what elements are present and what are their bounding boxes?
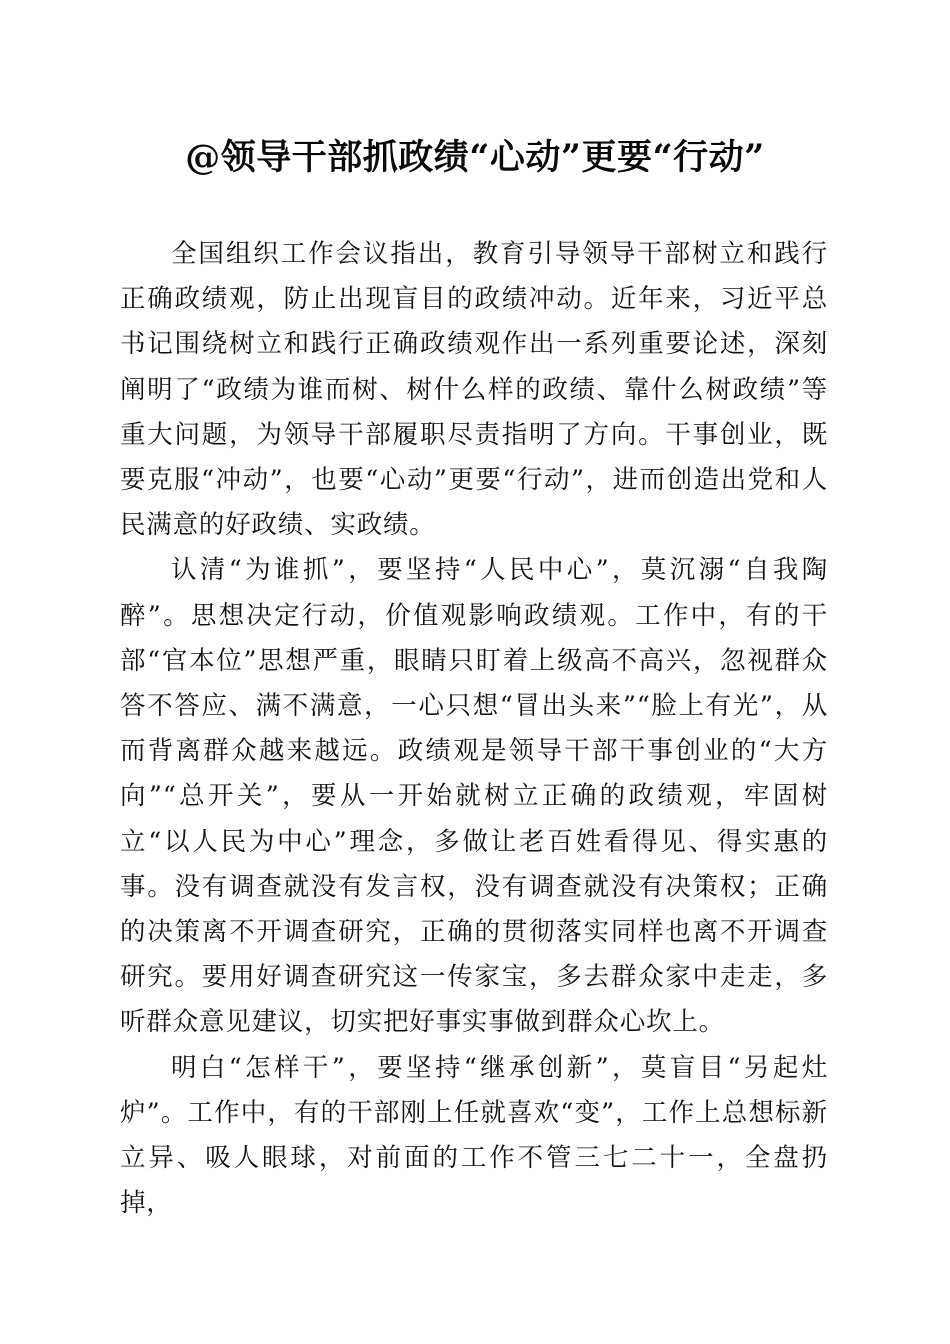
paragraph-3: 明白“怎样干”，要坚持“继承创新”，莫盲目“另起灶炉”。工作中，有的干部刚上任就喜欢“变”，工作上总想标新立异、吸人眼球，对前面的工作不管三七二十一，全盘扔掉， (120, 1052, 828, 1219)
document-title: @领导干部抓政绩“心动”更要“行动” (185, 137, 765, 178)
document-body (120, 232, 828, 1226)
paragraph-2: 认清“为谁抓”，要坚持“人民中心”，莫沉溺“自我陶醉”。思想决定行动，价值观影响政绩观。工作中，有的干部“官本位”思想严重，眼睛只盯着上级高不高兴，忽视群众答不答应、满不满意，一心只想“冒出头来”“脸上有光”，从而背离群众越来越远。政绩观是领导干部干事创业的“大方向”“总开关”，要从一开始就树立正确的政绩观，牢固树立“以人民为中心”理念，多做让老百姓看得见、得实惠的事。没有调查就没有发言权，没有调查就没有决策权；正确的决策离不开调查研究，正确的贯彻落实同样也离不开调查研究。要用好调查研究这一传家宝，多去群众家中走走，多听群众意见建议，切实把好事实事做到群众心坎上。 (120, 555, 828, 1038)
paragraph-1: 全国组织工作会议指出，教育引导领导干部树立和践行正确政绩观，防止出现盲目的政绩冲动。近年来，习近平总书记围绕树立和践行正确政绩观作出一系列重要论述，深刻阐明了“政绩为谁而树、树什么样的政绩、靠什么树政绩”等重大问题，为领导干部履职尽责指明了方向。干事创业，既要克服“冲动”，也要“心动”更要“行动”，进而创造出党和人民满意的好政绩、实政绩。 (120, 239, 828, 541)
